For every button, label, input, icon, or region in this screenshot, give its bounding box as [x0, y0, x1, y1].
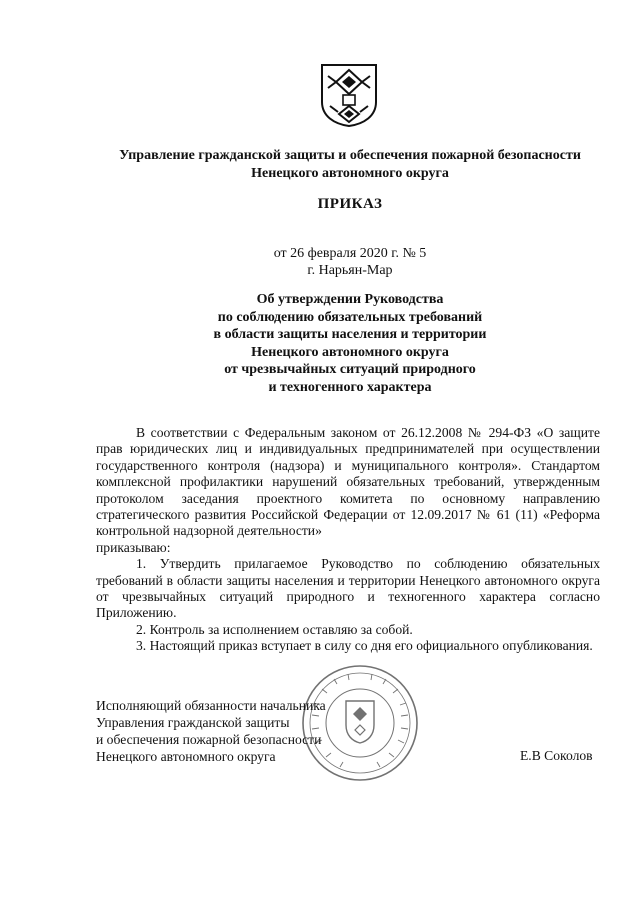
signatory-name: Е.В Соколов — [520, 748, 593, 763]
subject-line: от чрезвычайных ситуаций природного — [224, 362, 476, 377]
signature-block — [96, 697, 326, 765]
order-word: приказываю: — [96, 539, 171, 555]
date-block — [60, 245, 640, 279]
order-item-2: 2. Контроль за исполнением оставляю за собой. — [136, 621, 413, 637]
org-line-2: Ненецкого автономного округа — [251, 166, 449, 181]
coat-of-arms-icon — [318, 62, 380, 128]
document-body — [96, 425, 600, 655]
signature-line-1: Исполняющий обязанности начальника — [96, 698, 326, 713]
org-line-1: Управление гражданской защиты и обеспечения пожарной безопасности — [119, 148, 581, 163]
subject-line: по соблюдению обязательных требований — [217, 309, 483, 325]
signature-line-2: Управления гражданской защиты — [96, 715, 290, 730]
subject-line: Ненецкого автономного округа — [251, 344, 449, 360]
subject-line: и техногенного характера — [268, 379, 432, 395]
order-item-1: 1. Утвердить прилагаемое Руководство по соблюдению обязательных требований в области защиты населения и территории Ненецкого автономного округа от чрезвычайных ситуаций природного и техногенного характера согласно Приложению. — [96, 556, 600, 621]
subject-line: в области защиты населения и территории — [213, 327, 487, 342]
city: г. Нарьян-Мар — [307, 263, 393, 278]
document-subject — [60, 291, 640, 396]
subject-line: Об утверждении Руководства — [256, 292, 444, 307]
document-type: ПРИКАЗ — [317, 196, 383, 212]
preamble: В соответствии с Федеральным законом от 26.12.2008 № 294-ФЗ «О защите прав юридических лиц и индивидуальных предпринимателей при осуществлении государственного контроля (надзора) и муниципального контроля». Стандартом комплексной профилактики нарушений обязательных требований, утвержденным протоколом заседания проектного комитета по основному направлению стратегического развития Российской Федерации от 12.09.2017 № 61 (11) «Реформа контрольной надзорной деятельности» — [96, 425, 600, 539]
organization-name — [60, 147, 640, 183]
signature-line-4: Ненецкого автономного округа — [96, 749, 276, 764]
date-number: от 26 февраля 2020 г. № 5 — [273, 246, 427, 261]
signature-line-3: и обеспечения пожарной безопасности — [96, 732, 322, 747]
order-item-3: 3. Настоящий приказ вступает в силу со дня его официального опубликования. — [136, 638, 593, 654]
